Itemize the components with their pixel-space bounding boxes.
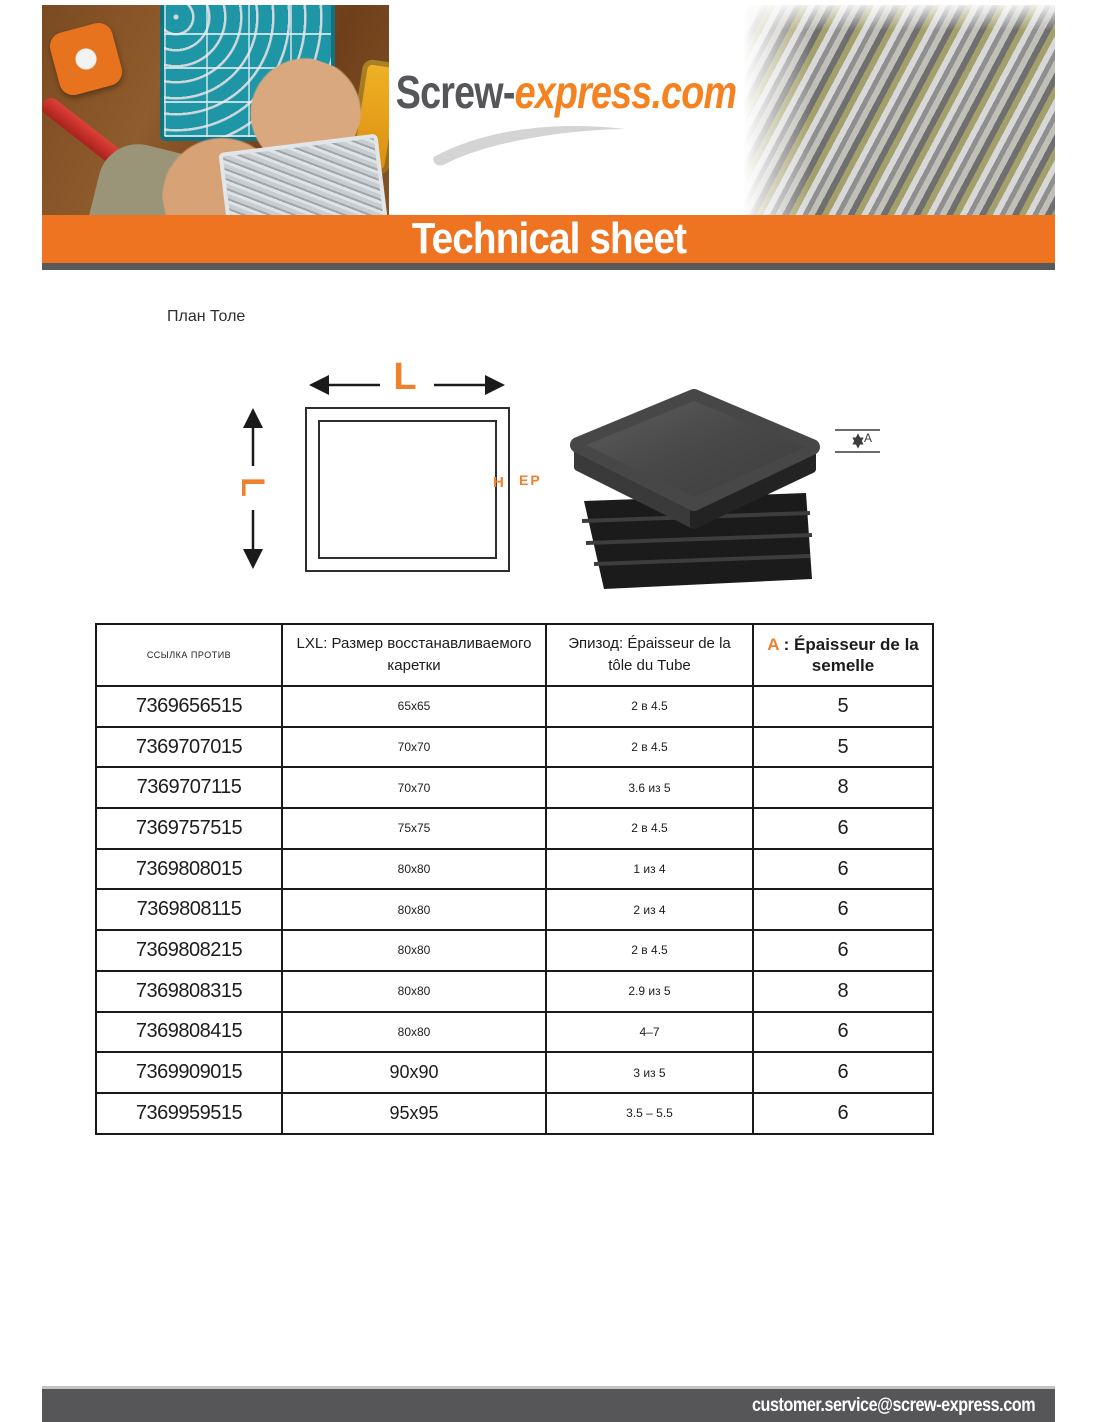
cell-size: 65x65 (282, 686, 546, 727)
spec-table (95, 623, 934, 1135)
cell-size: 80x80 (282, 849, 546, 890)
logo-swoosh (430, 117, 650, 167)
title-banner (42, 215, 1055, 263)
dim-label-l-top: L (393, 356, 417, 398)
cell-tube: 3.6 из 5 (546, 767, 753, 808)
cell-sole: 6 (753, 889, 933, 930)
cell-sole: 6 (753, 1012, 933, 1053)
cell-reference: 7369808115 (96, 889, 282, 930)
cell-reference: 7369959515 (96, 1093, 282, 1134)
page-title: Technical sheet (411, 214, 686, 263)
banner-underline (42, 263, 1055, 270)
table-row (96, 930, 933, 971)
logo-text-dark: Screw- (395, 66, 515, 118)
col-header-sole-rest: : Épaisseur de la semelle (778, 634, 919, 675)
table-row (96, 1012, 933, 1053)
cell-tube: 2 в 4.5 (546, 930, 753, 971)
logo-area (389, 5, 743, 215)
dim-label-l-left: L (235, 477, 271, 497)
cell-tube: 2 в 4.5 (546, 686, 753, 727)
screws-photo (743, 5, 1055, 215)
diagram-title: План Толе (167, 308, 246, 325)
cell-sole: 6 (753, 1052, 933, 1093)
cell-size: 80x80 (282, 930, 546, 971)
page-header (42, 5, 1055, 215)
table-row (96, 808, 933, 849)
cell-tube: 2 в 4.5 (546, 808, 753, 849)
tube-inner-outline (318, 420, 497, 559)
cell-sole: 5 (753, 686, 933, 727)
cell-size: 95x95 (282, 1093, 546, 1134)
cell-tube: 2.9 из 5 (546, 971, 753, 1012)
cell-sole: 6 (753, 1093, 933, 1134)
cell-size: 75x75 (282, 808, 546, 849)
col-header-tube: Эпизод: Épaisseur de la tôle du Tube (546, 624, 753, 686)
table-header-row (96, 624, 933, 686)
cell-sole: 6 (753, 849, 933, 890)
col-header-sole-a: A (767, 634, 779, 654)
cell-reference: 7369909015 (96, 1052, 282, 1093)
cell-reference: 7369808315 (96, 971, 282, 1012)
cell-reference: 7369757515 (96, 808, 282, 849)
tape-measure-shape (47, 20, 125, 98)
cell-size: 70x70 (282, 727, 546, 768)
cell-reference: 7369707115 (96, 767, 282, 808)
cell-sole: 6 (753, 808, 933, 849)
cell-size: 80x80 (282, 971, 546, 1012)
table-row (96, 1052, 933, 1093)
col-header-reference: ССЫЛКА ПРОТИВ (96, 624, 282, 686)
cell-tube: 2 в 4.5 (546, 727, 753, 768)
site-logo (396, 65, 736, 119)
col-header-size: LXL: Размер восстанавливаемого каретки (282, 624, 546, 686)
cell-reference: 7369707015 (96, 727, 282, 768)
wall-thickness-label: EP (519, 472, 542, 488)
wall-thickness-tick: H (493, 474, 504, 491)
table-row (96, 767, 933, 808)
customer-service-email: customer.service@screw-express.com (751, 1394, 1035, 1416)
cell-sole: 6 (753, 930, 933, 971)
cell-size: 90x90 (282, 1052, 546, 1093)
table-row (96, 1093, 933, 1134)
cell-size: 80x80 (282, 889, 546, 930)
cell-tube: 2 из 4 (546, 889, 753, 930)
table-row (96, 686, 933, 727)
table-row (96, 727, 933, 768)
cell-size: 80x80 (282, 1012, 546, 1053)
cell-sole: 8 (753, 971, 933, 1012)
cell-tube: 4–7 (546, 1012, 753, 1053)
cell-size: 70x70 (282, 767, 546, 808)
cell-reference: 7369656515 (96, 686, 282, 727)
table-row (96, 849, 933, 890)
cell-reference: 7369808415 (96, 1012, 282, 1053)
footer-bar (42, 1386, 1055, 1422)
col-header-sole (753, 624, 933, 686)
table-row (96, 889, 933, 930)
cell-sole: 5 (753, 727, 933, 768)
cell-tube: 3 из 5 (546, 1052, 753, 1093)
cell-tube: 3.5 – 5.5 (546, 1093, 753, 1134)
tools-photo (42, 5, 389, 215)
table-row (96, 971, 933, 1012)
cell-tube: 1 из 4 (546, 849, 753, 890)
cell-sole: 8 (753, 767, 933, 808)
cell-reference: 7369808215 (96, 930, 282, 971)
cell-reference: 7369808015 (96, 849, 282, 890)
cap-thickness-label: A (864, 431, 873, 445)
logo-text-orange: express.com (514, 66, 737, 118)
end-cap-illustration (548, 383, 840, 598)
